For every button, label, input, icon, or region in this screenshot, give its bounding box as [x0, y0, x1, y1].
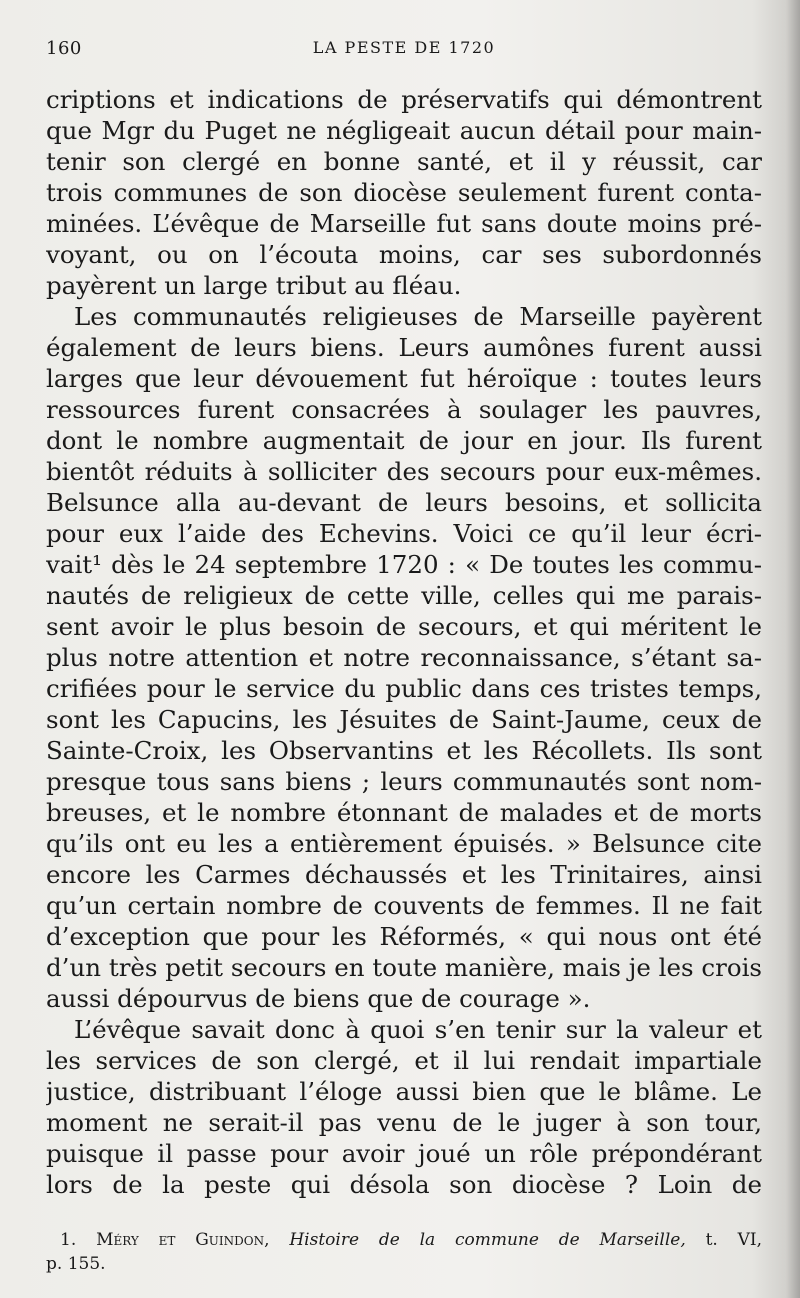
text-line: minées. L’évêque de Marseille fut sans doute moins pré- [46, 209, 762, 238]
text-line: presque tous sans biens ; leurs communautés sont nom- [46, 767, 762, 796]
text-line: criptions et indications de préservatifs qui démontrent [46, 85, 762, 114]
text-line: dont le nombre augmentait de jour en jour. Ils furent [46, 426, 762, 455]
text-line: trois communes de son diocèse seulement furent conta- [46, 178, 762, 207]
text-line: puisque il passe pour avoir joué un rôle prépondérant [46, 1139, 762, 1168]
page-header [46, 38, 762, 62]
text-line: ressources furent consacrées à soulager les pauvres, [46, 395, 762, 424]
footnote-number: 1. [60, 1230, 77, 1250]
text-line: sont les Capucins, les Jésuites de Saint-Jaume, ceux de [46, 705, 762, 734]
text-line: crifiées pour le service du public dans ces tristes temps, [46, 674, 762, 703]
footnote-page: p. 155. [46, 1254, 106, 1274]
footnote-line [46, 1228, 762, 1252]
text-line: qu’ils ont eu les a entièrement épuisés. » Belsunce cite [46, 829, 762, 858]
text-line: plus notre attention et notre reconnaissance, s’étant sa- [46, 643, 762, 672]
footnote [46, 1228, 762, 1276]
text-line: lors de la peste qui désola son diocèse ? Loin de [46, 1170, 762, 1199]
text-line: Les communautés religieuses de Marseille payèrent [74, 302, 762, 331]
text-line: larges que leur dévouement fut héroïque : toutes leurs [46, 364, 762, 393]
text-line: également de leurs biens. Leurs aumônes furent aussi [46, 333, 762, 362]
text-line: d’un très petit secours en toute manière, mais je les crois [46, 953, 762, 982]
footnote-volume: t. VI, [705, 1230, 763, 1250]
text-line: moment ne serait-il pas venu de le juger à son tour, [46, 1108, 762, 1137]
text-line: bientôt réduits à solliciter des secours pour eux-mêmes. [46, 457, 762, 486]
footnote-title: Histoire de la commune de Marseille, [289, 1230, 686, 1250]
body-text [46, 84, 762, 1200]
text-line: d’exception que pour les Réformés, « qui nous ont été [46, 922, 762, 951]
text-line: tenir son clergé en bonne santé, et il y réussit, car [46, 147, 762, 176]
text-line: aussi dépourvus de biens que de courage ». [46, 984, 591, 1013]
page-edge-shadow [786, 0, 800, 1298]
text-line: qu’un certain nombre de couvents de femmes. Il ne fait [46, 891, 762, 920]
text-line: voyant, ou on l’écouta moins, car ses subordonnés [46, 240, 762, 269]
text-line: vait¹ dès le 24 septembre 1720 : « De toutes les commu- [46, 550, 762, 579]
text-line: Belsunce alla au-devant de leurs besoins, et sollicita [46, 488, 762, 517]
text-line: L’évêque savait donc à quoi s’en tenir sur la valeur et [74, 1015, 762, 1044]
text-line: encore les Carmes déchaussés et les Trinitaires, ainsi [46, 860, 762, 889]
footnote-line [46, 1252, 762, 1276]
text-line: Sainte-Croix, les Observantins et les Récollets. Ils sont [46, 736, 762, 765]
text-line: pour eux l’aide des Echevins. Voici ce qu’il leur écri- [46, 519, 762, 548]
text-line: sent avoir le plus besoin de secours, et qui méritent le [46, 612, 762, 641]
footnote-authors: Méry et Guindon, [96, 1230, 270, 1250]
text-line: justice, distribuant l’éloge aussi bien que le blâme. Le [46, 1077, 762, 1106]
page-number: 160 [46, 38, 82, 59]
text-line: payèrent un large tribut au fléau. [46, 271, 462, 300]
running-title: LA PESTE DE 1720 [312, 38, 496, 57]
text-line: nautés de religieux de cette ville, celles qui me parais- [46, 581, 762, 610]
text-line: que Mgr du Puget ne négligeait aucun détail pour main- [46, 116, 762, 145]
text-line: breuses, et le nombre étonnant de malades et de morts [46, 798, 762, 827]
text-line: les services de son clergé, et il lui rendait impartiale [46, 1046, 762, 1075]
